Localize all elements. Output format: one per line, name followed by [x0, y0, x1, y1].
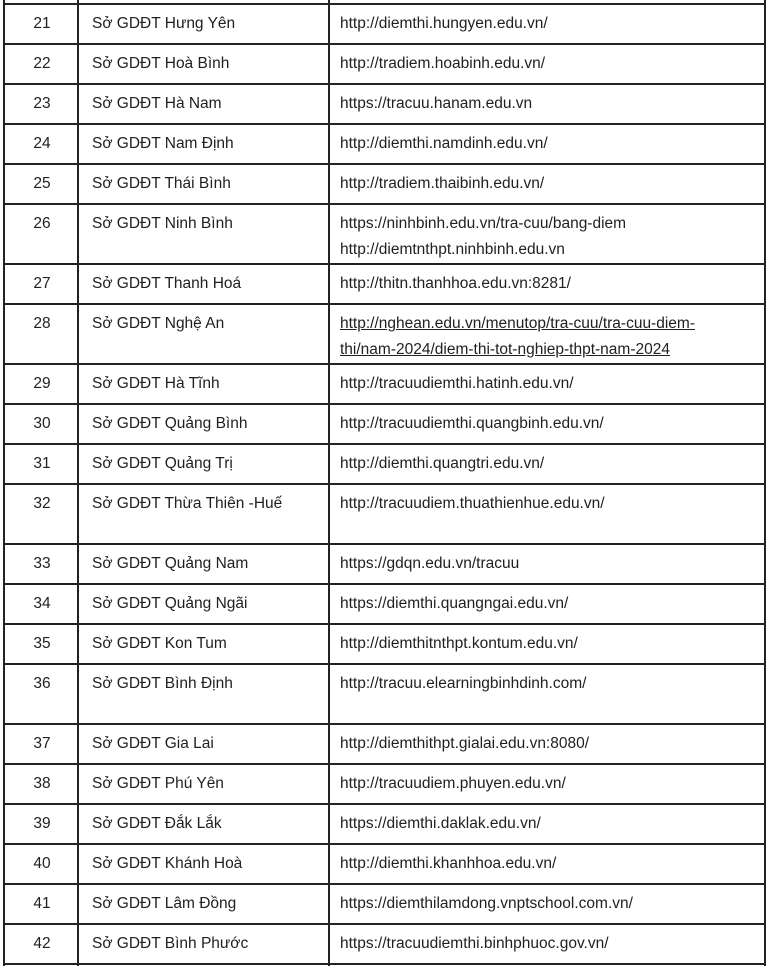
department-name-cell: Sở GDĐT Gia Lai — [78, 724, 329, 764]
url-text: http://diemthithpt.gialai.edu.vn:8080/ — [340, 735, 590, 752]
table-row — [4, 84, 765, 124]
url-cell — [329, 544, 765, 584]
department-name-cell: Sở GDĐT Kon Tum — [78, 624, 329, 664]
row-number-cell: 30 — [4, 404, 78, 444]
row-number-cell: 25 — [4, 164, 78, 204]
row-number-cell: 41 — [4, 884, 78, 924]
row-number-cell: 29 — [4, 364, 78, 404]
row-number-cell: 28 — [4, 304, 78, 364]
department-name-cell: Sở GDĐT Hoà Bình — [78, 44, 329, 84]
table-row — [4, 364, 765, 404]
url-cell — [329, 304, 765, 364]
url-cell — [329, 924, 765, 964]
row-number-cell: 22 — [4, 44, 78, 84]
row-number-cell: 24 — [4, 124, 78, 164]
url-text: https://ninhbinh.edu.vn/tra-cuu/bang-diem — [340, 215, 627, 232]
department-name-cell: Sở GDĐT Lâm Đồng — [78, 884, 329, 924]
department-name-cell: Sở GDĐT Bình Định — [78, 664, 329, 724]
table-row — [4, 44, 765, 84]
url-cell — [329, 764, 765, 804]
url-cell — [329, 884, 765, 924]
department-name-cell: Sở GDĐT Quảng Nam — [78, 544, 329, 584]
url-text: http://tracuu.elearningbinhdinh.com/ — [340, 675, 587, 692]
table-row — [4, 264, 765, 304]
table-body — [4, 0, 765, 966]
url-cell — [329, 164, 765, 204]
row-number-cell: 33 — [4, 544, 78, 584]
url-text: http://tracuudiemthi.quangbinh.edu.vn/ — [340, 415, 604, 432]
url-cell — [329, 364, 765, 404]
department-name-cell: Sở GDĐT Hưng Yên — [78, 4, 329, 44]
department-name-cell: Sở GDĐT Thanh Hoá — [78, 264, 329, 304]
table-row — [4, 664, 765, 724]
table-row — [4, 484, 765, 544]
url-cell — [329, 584, 765, 624]
table-row — [4, 924, 765, 964]
department-name-cell: Sở GDĐT Nam Định — [78, 124, 329, 164]
table-row — [4, 764, 765, 804]
url-cell — [329, 444, 765, 484]
department-name-cell: Sở GDĐT Đắk Lắk — [78, 804, 329, 844]
url-text: https://diemthilamdong.vnptschool.com.vn/ — [340, 895, 633, 912]
url-cell — [329, 404, 765, 444]
department-name-cell: Sở GDĐT Bình Phước — [78, 924, 329, 964]
table-row — [4, 724, 765, 764]
row-number-cell: 42 — [4, 924, 78, 964]
row-number-cell: 23 — [4, 84, 78, 124]
row-number-cell: 40 — [4, 844, 78, 884]
url-text: http://tradiem.hoabinh.edu.vn/ — [340, 55, 546, 72]
url-text: http://tracuudiem.phuyen.edu.vn/ — [340, 775, 566, 792]
url-cell — [329, 664, 765, 724]
table-row — [4, 4, 765, 44]
url-text: http://diemthi.hungyen.edu.vn/ — [340, 15, 548, 32]
table-row — [4, 204, 765, 264]
url-cell — [329, 44, 765, 84]
row-number-cell: 34 — [4, 584, 78, 624]
row-number-cell: 21 — [4, 4, 78, 44]
department-name-cell: Sở GDĐT Khánh Hoà — [78, 844, 329, 884]
table-row — [4, 544, 765, 584]
url-cell — [329, 264, 765, 304]
url-text: https://gdqn.edu.vn/tracuu — [340, 555, 520, 572]
table-row — [4, 164, 765, 204]
table-row — [4, 884, 765, 924]
url-text: http://diemthitnthpt.kontum.edu.vn/ — [340, 635, 578, 652]
url-cell — [329, 204, 765, 264]
department-name-cell: Sở GDĐT Nghệ An — [78, 304, 329, 364]
url-text: http://diemthi.namdinh.edu.vn/ — [340, 135, 548, 152]
row-number-cell: 35 — [4, 624, 78, 664]
url-text: https://diemthi.quangngai.edu.vn/ — [340, 595, 569, 612]
url-cell — [329, 4, 765, 44]
url-cell — [329, 844, 765, 884]
row-number-cell: 27 — [4, 264, 78, 304]
department-name-cell: Sở GDĐT Quảng Bình — [78, 404, 329, 444]
row-number-cell: 32 — [4, 484, 78, 544]
table-row — [4, 124, 765, 164]
url-cell — [329, 124, 765, 164]
row-number-cell: 31 — [4, 444, 78, 484]
score-lookup-table — [3, 0, 766, 966]
row-number-cell: 36 — [4, 664, 78, 724]
table-row — [4, 804, 765, 844]
row-number-cell: 26 — [4, 204, 78, 264]
row-number-cell: 39 — [4, 804, 78, 844]
url-text: https://diemthi.daklak.edu.vn/ — [340, 815, 541, 832]
department-name-cell: Sở GDĐT Phú Yên — [78, 764, 329, 804]
department-name-cell: Sở GDĐT Quảng Ngãi — [78, 584, 329, 624]
department-name-cell: Sở GDĐT Quảng Trị — [78, 444, 329, 484]
url-text: http://tracuudiemthi.hatinh.edu.vn/ — [340, 375, 574, 392]
url-text: http://diemtnthpt.ninhbinh.edu.vn — [340, 241, 565, 258]
url-cell — [329, 804, 765, 844]
url-text: https://tracuu.hanam.edu.vn — [340, 95, 533, 112]
table-row — [4, 304, 765, 364]
department-name-cell: Sở GDĐT Thái Bình — [78, 164, 329, 204]
url-cell — [329, 84, 765, 124]
url-link[interactable]: http://nghean.edu.vn/menutop/tra-cuu/tra-cuu-diem-thi/nam-2024/diem-thi-tot-nghiep-thpt-nam-2024 — [340, 315, 695, 358]
table-row — [4, 844, 765, 884]
url-cell — [329, 624, 765, 664]
url-cell — [329, 724, 765, 764]
url-text: http://thitn.thanhhoa.edu.vn:8281/ — [340, 275, 571, 292]
table-row — [4, 584, 765, 624]
row-number-cell: 38 — [4, 764, 78, 804]
table-row — [4, 624, 765, 664]
url-cell — [329, 484, 765, 544]
url-text: http://diemthi.quangtri.edu.vn/ — [340, 455, 545, 472]
url-text: https://tracuudiemthi.binhphuoc.gov.vn/ — [340, 935, 609, 952]
department-name-cell: Sở GDĐT Ninh Bình — [78, 204, 329, 264]
department-name-cell: Sở GDĐT Hà Tĩnh — [78, 364, 329, 404]
table-row — [4, 444, 765, 484]
department-name-cell: Sở GDĐT Hà Nam — [78, 84, 329, 124]
table-row — [4, 404, 765, 444]
url-text: http://tradiem.thaibinh.edu.vn/ — [340, 175, 545, 192]
row-number-cell: 37 — [4, 724, 78, 764]
url-text: http://diemthi.khanhhoa.edu.vn/ — [340, 855, 557, 872]
url-text: http://tracuudiem.thuathienhue.edu.vn/ — [340, 495, 605, 512]
department-name-cell: Sở GDĐT Thừa Thiên -Huế — [78, 484, 329, 544]
